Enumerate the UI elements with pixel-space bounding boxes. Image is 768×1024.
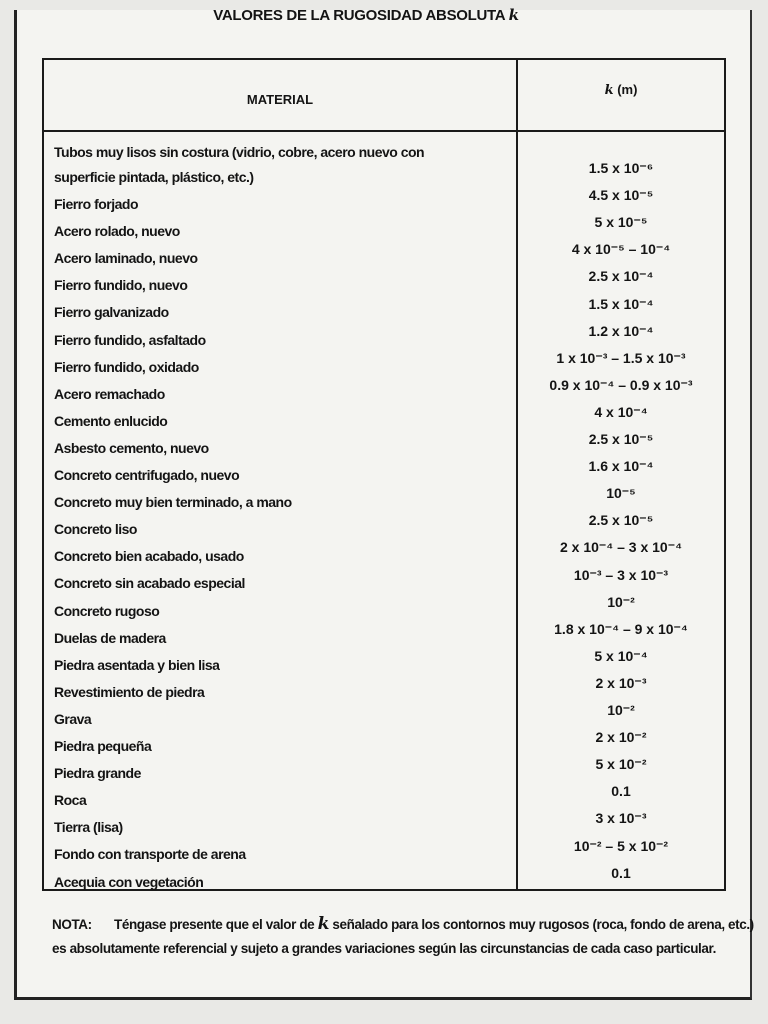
- k-value-cell: 1.2 x 10⁻⁴: [588, 322, 654, 339]
- material-cell: Fierro fundido, oxidado: [54, 358, 199, 375]
- k-value-cell: 3 x 10⁻³: [595, 810, 647, 827]
- k-value-cell: 10⁻²: [607, 702, 635, 718]
- material-cell: Concreto centrifugado, nuevo: [54, 467, 240, 483]
- title-text: VALORES DE LA RUGOSIDAD ABSOLUTA: [213, 7, 505, 24]
- k-value-cell: 0.9 x 10⁻⁴ – 0.9 x 10⁻³: [549, 376, 693, 393]
- material-cell: Piedra asentada y bien lisa: [54, 656, 220, 673]
- k-value-cell: 2 x 10⁻³: [595, 674, 647, 691]
- k-value-cell: 2 x 10⁻⁴ – 3 x 10⁻⁴: [559, 539, 683, 556]
- k-value-cell: 1.8 x 10⁻⁴ – 9 x 10⁻⁴: [554, 620, 688, 637]
- material-cell: Acero remachado: [54, 385, 165, 402]
- note-text-after: señalado para los contornos muy rugosos (roca, fondo de arena, etc.) es absolutamente referencial y sujeto a grandes variaciones según las circunstancias de cada caso particular.: [52, 917, 754, 956]
- k-value-cell: 1.6 x 10⁻⁴: [588, 458, 654, 475]
- k-value-cell: 2.5 x 10⁻⁵: [588, 512, 654, 529]
- material-cell: Fierro forjado: [54, 196, 139, 212]
- note-paragraph: [52, 912, 757, 961]
- material-cell: Fierro fundido, nuevo: [54, 277, 188, 294]
- material-cell: Tubos muy lisos sin costura (vidrio, cobre, acero nuevo con superficie pintada, plástico, etc.): [54, 144, 425, 185]
- material-cell: Fondo con transporte de arena: [54, 846, 246, 863]
- title-k-symbol: k: [508, 6, 519, 24]
- material-cell: Fierro fundido, asfaltado: [54, 331, 206, 348]
- material-cell: Grava: [54, 710, 92, 727]
- note-k-symbol: k: [317, 914, 330, 934]
- k-value-cell: 4 x 10⁻⁴: [594, 403, 648, 420]
- material-cell: Duelas de madera: [54, 629, 166, 646]
- material-cell: Concreto sin acabado especial: [54, 575, 245, 592]
- material-cell: Cemento enlucido: [54, 412, 168, 429]
- material-cell: Concreto rugoso: [54, 602, 160, 619]
- material-cell: Concreto muy bien terminado, a mano: [54, 494, 292, 511]
- material-cell: Acero rolado, nuevo: [54, 223, 180, 240]
- k-value-cell: 0.1: [611, 783, 631, 800]
- k-value-cell: 4 x 10⁻⁵ – 10⁻⁴: [571, 241, 671, 258]
- k-value-cell: 10⁻⁵: [606, 485, 636, 502]
- header-k-symbol: k: [604, 83, 614, 98]
- k-value-cell: 1.5 x 10⁻⁶: [588, 160, 654, 176]
- k-value-cell: 10⁻³ – 3 x 10⁻³: [573, 566, 669, 583]
- material-cell: Fierro galvanizado: [54, 304, 169, 321]
- k-value-cell: 5 x 10⁻²: [595, 756, 647, 773]
- header-material: MATERIAL: [246, 92, 314, 107]
- material-cell: Concreto liso: [54, 521, 137, 538]
- note-text-before: Téngase presente que el valor de: [114, 917, 315, 932]
- k-value-cell: 2.5 x 10⁻⁵: [588, 431, 654, 447]
- material-cell: Acequia con vegetación: [54, 873, 204, 890]
- material-cell: Roca: [54, 792, 87, 809]
- header-divider: [44, 130, 724, 132]
- k-value-cell: 5 x 10⁻⁴: [594, 647, 648, 664]
- page-title: [0, 6, 746, 24]
- k-value-cell: 0.1: [611, 864, 631, 881]
- header-k-unit: (m): [617, 82, 638, 97]
- k-value-cell: 2.5 x 10⁻⁴: [588, 268, 654, 285]
- material-cell: Concreto bien acabado, usado: [54, 548, 244, 565]
- material-cell: Tierra (lisa): [54, 819, 123, 836]
- k-value-cell: 2 x 10⁻²: [595, 729, 647, 746]
- header-k: [518, 82, 724, 98]
- note-label: NOTA:: [52, 917, 92, 932]
- material-cell: Asbesto cemento, nuevo: [54, 439, 209, 456]
- k-value-cell: 10⁻²: [607, 593, 635, 610]
- k-value-cell: 4.5 x 10⁻⁵: [588, 187, 654, 204]
- k-value-cell: 1 x 10⁻³ – 1.5 x 10⁻³: [556, 349, 686, 366]
- roughness-table: [42, 58, 726, 891]
- k-value-cell: 1.5 x 10⁻⁴: [588, 295, 654, 312]
- k-value-cell: 5 x 10⁻⁵: [594, 214, 648, 231]
- material-cell: Piedra pequeña: [54, 738, 152, 754]
- material-cell: Acero laminado, nuevo: [54, 250, 198, 267]
- material-cell: Revestimiento de piedra: [54, 683, 205, 700]
- k-value-cell: 10⁻² – 5 x 10⁻²: [573, 837, 669, 854]
- material-cell: Piedra grande: [54, 765, 141, 782]
